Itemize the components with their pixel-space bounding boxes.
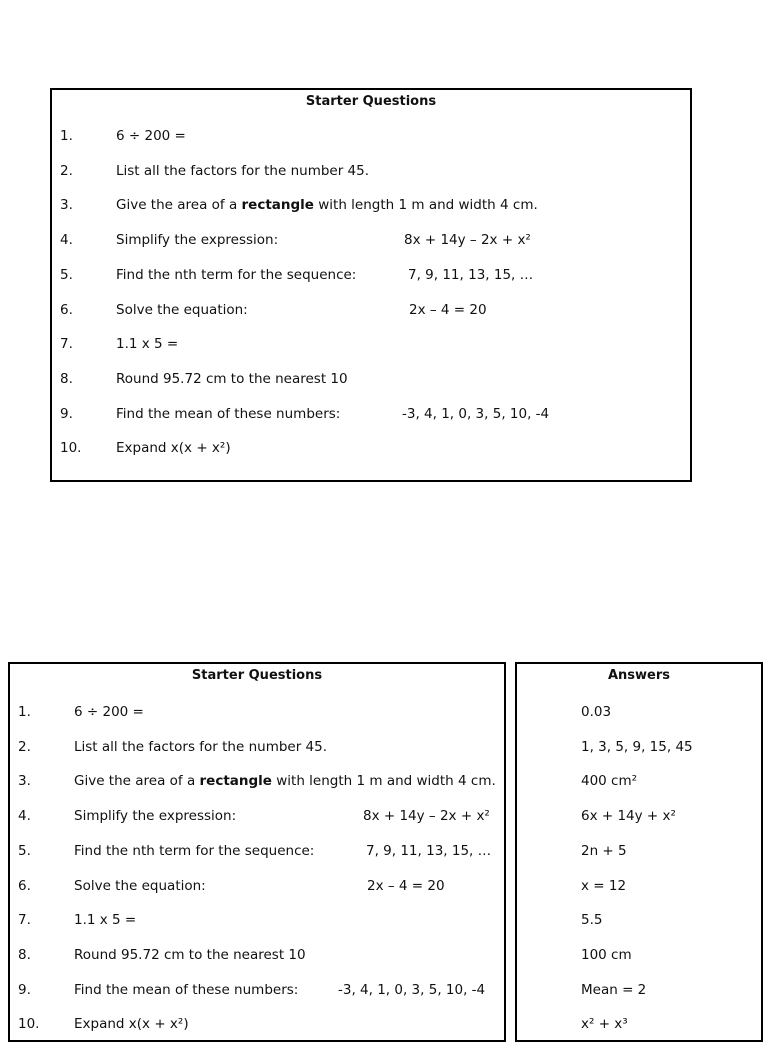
question-row xyxy=(10,704,504,724)
question-text-part: Give the area of a xyxy=(116,197,242,214)
question-text-part: Give the area of a xyxy=(74,773,200,790)
starter-questions-box-bottom xyxy=(8,662,506,1042)
answer-item: 0.03 xyxy=(581,704,612,720)
question-number: 10. xyxy=(18,1016,40,1033)
question-row xyxy=(10,808,504,828)
answer-item: 5.5 xyxy=(581,912,603,929)
answer-item: 100 cm xyxy=(581,946,632,963)
question-text: Expand x(x + x²) xyxy=(74,1016,189,1033)
question-row xyxy=(52,163,690,183)
question-number: 5. xyxy=(18,842,31,859)
answer-item: 2n + 5 xyxy=(581,842,627,859)
question-row xyxy=(10,739,504,759)
question-number: 3. xyxy=(18,773,31,790)
question-expression: 8x + 14y – 2x + x² xyxy=(404,232,531,249)
question-text-part: with length 1 m and width 4 cm. xyxy=(271,773,496,790)
question-text-part: with length 1 m and width 4 cm. xyxy=(313,197,538,214)
answer-item: 400 cm² xyxy=(581,773,638,790)
question-number: 2. xyxy=(60,162,73,179)
question-row xyxy=(52,440,690,460)
question-row xyxy=(10,843,504,863)
question-row xyxy=(10,912,504,932)
question-row xyxy=(10,878,504,898)
question-number: 2. xyxy=(18,738,31,755)
question-row xyxy=(52,406,690,426)
question-number: 6. xyxy=(18,877,31,894)
question-text xyxy=(116,197,538,213)
question-number: 9. xyxy=(60,405,73,422)
answer-item: x² + x³ xyxy=(581,1016,628,1033)
answers-box xyxy=(515,662,763,1042)
question-number: 1. xyxy=(60,128,73,144)
question-text: List all the factors for the number 45. xyxy=(116,162,370,179)
question-text: Simplify the expression: xyxy=(74,808,237,825)
question-expression: 7, 9, 11, 13, 15, … xyxy=(408,266,534,283)
question-number: 5. xyxy=(60,266,73,283)
question-text: List all the factors for the number 45. xyxy=(74,738,328,755)
question-row xyxy=(52,197,690,217)
question-text-bold: rectangle xyxy=(199,773,272,790)
question-number: 3. xyxy=(60,197,73,214)
question-expression: 8x + 14y – 2x + x² xyxy=(363,808,490,825)
answer-item: 1, 3, 5, 9, 15, 45 xyxy=(581,738,693,755)
question-text: 6 ÷ 200 = xyxy=(74,704,144,720)
question-row xyxy=(52,128,690,148)
question-row xyxy=(52,232,690,252)
question-text: 1.1 x 5 = xyxy=(116,336,179,353)
question-text: Solve the equation: xyxy=(116,301,248,318)
question-text xyxy=(74,773,496,789)
question-number: 7. xyxy=(60,336,73,353)
question-row xyxy=(10,947,504,967)
question-text-bold: rectangle xyxy=(241,197,314,214)
question-expression: 2x – 4 = 20 xyxy=(367,877,445,894)
question-expression: -3, 4, 1, 0, 3, 5, 10, -4 xyxy=(338,981,486,998)
question-number: 6. xyxy=(60,301,73,318)
question-row xyxy=(52,371,690,391)
answer-item: x = 12 xyxy=(581,877,627,894)
question-number: 4. xyxy=(18,808,31,825)
question-text: Find the mean of these numbers: xyxy=(116,405,341,422)
question-number: 8. xyxy=(18,946,31,963)
question-text: 1.1 x 5 = xyxy=(74,912,137,929)
answer-item: 6x + 14y + x² xyxy=(581,808,676,825)
question-expression: -3, 4, 1, 0, 3, 5, 10, -4 xyxy=(402,405,550,422)
question-expression: 7, 9, 11, 13, 15, … xyxy=(366,842,492,859)
question-number: 8. xyxy=(60,370,73,387)
answers-title: Answers xyxy=(607,668,671,683)
question-text: Find the mean of these numbers: xyxy=(74,981,299,998)
answer-item: Mean = 2 xyxy=(581,981,647,998)
question-text: Solve the equation: xyxy=(74,877,206,894)
question-row xyxy=(52,302,690,322)
question-row xyxy=(52,267,690,287)
question-expression: 2x – 4 = 20 xyxy=(409,301,487,318)
question-text: Find the nth term for the sequence: xyxy=(74,842,315,859)
question-text: 6 ÷ 200 = xyxy=(116,128,186,144)
question-number: 7. xyxy=(18,912,31,929)
question-row xyxy=(52,336,690,356)
question-number: 10. xyxy=(60,440,82,457)
question-row xyxy=(10,982,504,1002)
question-text: Expand x(x + x²) xyxy=(116,440,231,457)
question-row xyxy=(10,773,504,793)
question-text: Round 95.72 cm to the nearest 10 xyxy=(74,946,306,963)
starter-questions-title: Starter Questions xyxy=(191,668,323,683)
question-row xyxy=(10,1016,504,1036)
starter-questions-title: Starter Questions xyxy=(305,94,437,109)
question-text: Round 95.72 cm to the nearest 10 xyxy=(116,370,348,387)
question-text: Find the nth term for the sequence: xyxy=(116,266,357,283)
question-number: 4. xyxy=(60,232,73,249)
question-number: 9. xyxy=(18,981,31,998)
question-text: Simplify the expression: xyxy=(116,232,279,249)
starter-questions-box-top xyxy=(50,88,692,482)
question-number: 1. xyxy=(18,704,31,720)
